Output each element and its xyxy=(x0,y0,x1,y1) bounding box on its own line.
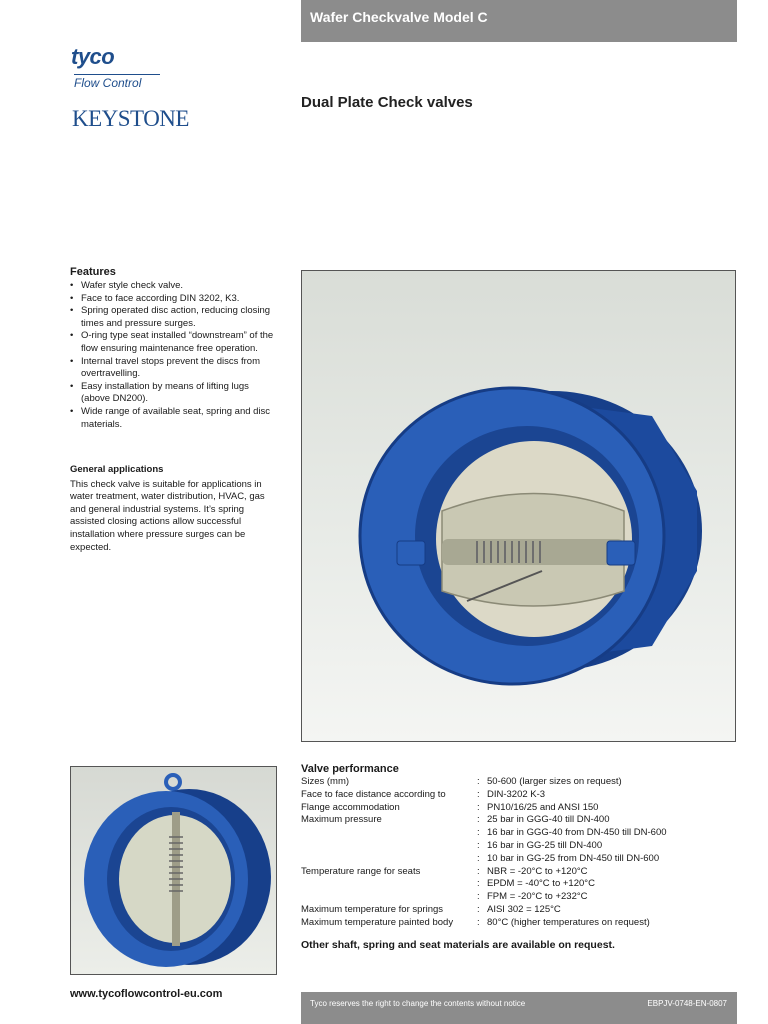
features-section xyxy=(70,266,280,431)
performance-colon: : xyxy=(477,814,480,826)
performance-label: Maximum temperature painted body xyxy=(301,916,454,928)
performance-value: PN10/16/25 and ANSI 150 xyxy=(487,801,599,813)
feature-item: • O-ring type seat installed “downstream” of the flow ensuring maintenance free operation. xyxy=(70,330,280,355)
document-title: Dual Plate Check valves xyxy=(301,94,473,111)
performance-label xyxy=(301,853,477,866)
features-heading: Features xyxy=(70,266,116,278)
performance-label: Flange accommodation xyxy=(301,801,400,813)
website-url[interactable]: www.tycoflowcontrol-eu.com xyxy=(70,988,223,1000)
feature-item: • Internal travel stops prevent the discs from overtravelling. xyxy=(70,356,280,381)
header-bar xyxy=(301,0,737,42)
performance-row xyxy=(301,802,667,815)
performance-heading: Valve performance xyxy=(301,763,399,775)
performance-label: Maximum temperature for springs xyxy=(301,903,444,915)
performance-label xyxy=(301,878,477,891)
tyco-logo: tyco xyxy=(71,44,115,69)
performance-colon: : xyxy=(477,852,480,864)
performance-value: 16 bar in GG-25 till DN-400 xyxy=(487,839,603,851)
performance-row xyxy=(301,776,667,789)
performance-value: 80°C (higher temperatures on request) xyxy=(487,916,650,928)
performance-colon: : xyxy=(477,776,480,787)
performance-value: 50-600 (larger sizes on request) xyxy=(487,776,622,787)
performance-value: NBR = -20°C to +120°C xyxy=(487,865,588,877)
performance-row xyxy=(301,789,667,802)
performance-row xyxy=(301,904,667,917)
performance-label: Face to face distance according to xyxy=(301,788,446,800)
footer-disclaimer: Tyco reserves the right to change the contents without notice xyxy=(310,999,526,1008)
feature-item: • Easy installation by means of lifting lugs (above DN200). xyxy=(70,381,280,406)
performance-colon: : xyxy=(477,916,480,928)
document-code: EBPJV-0748-EN-0807 xyxy=(647,999,727,1008)
performance-colon: : xyxy=(477,839,480,851)
performance-colon: : xyxy=(477,891,480,903)
performance-row xyxy=(301,827,667,840)
footer-bar xyxy=(301,992,737,1024)
header-title: Wafer Checkvalve Model C xyxy=(310,9,488,25)
features-list xyxy=(70,280,280,431)
performance-row xyxy=(301,891,667,904)
performance-value: 16 bar in GGG-40 from DN-450 till DN-600 xyxy=(487,827,667,839)
performance-value: DIN-3202 K-3 xyxy=(487,788,546,800)
performance-label: Temperature range for seats xyxy=(301,865,421,877)
performance-value: FPM = -20°C to +232°C xyxy=(487,891,588,903)
performance-value: EPDM = -40°C to +120°C xyxy=(487,878,595,890)
wafer-valve-illustration xyxy=(302,271,735,741)
performance-colon: : xyxy=(477,801,480,813)
performance-row xyxy=(301,814,667,827)
performance-label: Sizes (mm) xyxy=(301,776,350,787)
performance-colon: : xyxy=(477,827,480,839)
performance-value: AISI 302 = 125°C xyxy=(487,903,561,915)
performance-value: 25 bar in GGG-40 till DN-400 xyxy=(487,814,610,826)
performance-colon: : xyxy=(477,878,480,890)
valve-performance-section xyxy=(301,763,737,930)
feature-item: • Spring operated disc action, reducing closing times and pressure surges. xyxy=(70,305,280,330)
materials-note: Other shaft, spring and seat materials are available on request. xyxy=(301,939,615,951)
applications-text: This check valve is suitable for applications in water treatment, water distribution, HVAC, gas and general industrial systems. It’s spring assisted closing actions allow successful installation where pressure surges can be expected. xyxy=(70,478,265,553)
feature-item: • Wide range of available seat, spring and disc materials. xyxy=(70,406,280,431)
performance-label xyxy=(301,891,477,904)
valve-photo-small xyxy=(70,766,277,975)
performance-colon: : xyxy=(477,865,480,877)
feature-item: • Face to face according DIN 3202, K3. xyxy=(70,293,280,306)
feature-item: • Wafer style check valve. xyxy=(70,280,280,293)
performance-label xyxy=(301,827,477,840)
performance-row xyxy=(301,878,667,891)
wafer-valve-lug-illustration xyxy=(71,767,276,974)
keystone-logo: KEYSTONE xyxy=(72,106,189,131)
performance-value: 10 bar in GG-25 from DN-450 till DN-600 xyxy=(487,852,660,864)
applications-heading: General applications xyxy=(70,464,164,475)
performance-label xyxy=(301,840,477,853)
performance-row xyxy=(301,866,667,879)
performance-row xyxy=(301,853,667,866)
performance-row xyxy=(301,840,667,853)
performance-row xyxy=(301,917,667,930)
performance-colon: : xyxy=(477,903,480,915)
applications-section xyxy=(70,462,280,554)
flow-control-logo-text: Flow Control xyxy=(74,74,160,90)
valve-photo-large xyxy=(301,270,736,742)
performance-table xyxy=(301,776,667,930)
performance-colon: : xyxy=(477,788,480,800)
performance-label: Maximum pressure xyxy=(301,814,382,826)
